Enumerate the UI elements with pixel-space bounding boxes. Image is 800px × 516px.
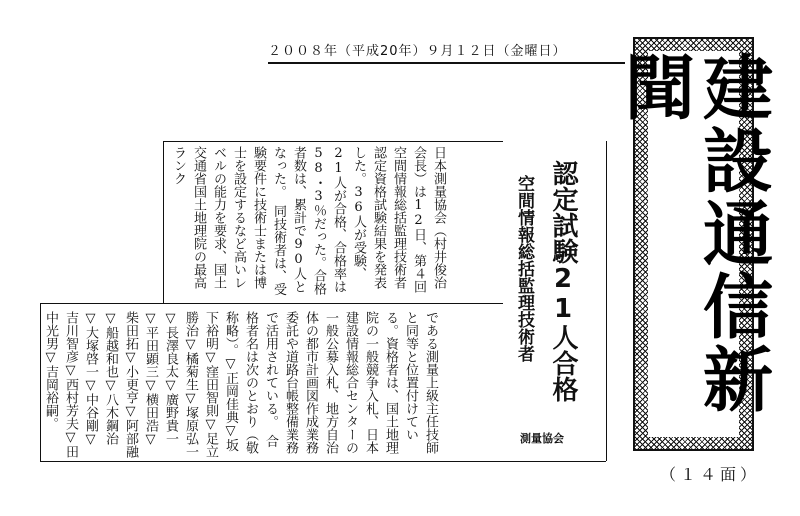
- article-body-lower: である測量上級主任技師と同等と位置付けている。資格者は、国土地理院の一般競争入札、日本建設情報総合センターの一般公募入札、地方自治体の都市計画図作成業務委託や道路台帳整備業務で活用されている。 合格者名は次のとおり（敬称略）。▽正岡佳典▽坂下裕明▽窪田智則▽足立勝治▽橘菊生▽塚原弘一▽長澤良太▽廣野貴一▽平田顕三▽横田浩▽柴田拓▽小更亨▽阿部融▽船越和也▽八木鋼治▽大塚啓一▽中谷剛▽吉川智彦▽西村芳夫▽田中光男▽吉岡裕嗣。: [43, 311, 438, 458]
- article-subhead: 空間情報総括監理技術者: [514, 175, 534, 362]
- article-border-right: [606, 141, 607, 461]
- masthead-panel: [613, 51, 774, 437]
- article-border-top: [163, 141, 503, 142]
- article-border-middle: [40, 303, 503, 304]
- article-body-upper: 日本測量協会（村井俊治会長）は12日、第４回空間情報総括監理技術者認定資格試験結果を発表した。36人が受験、21人が合格、合格率は58・3％だった。合格者数は、累計で90人となった。 同技術者は、受験要件に技術士または博士を設定するなど高いレベルの能力を要求、国土交通省国土地理院の最高ランク: [171, 146, 446, 296]
- page-number: （１４面）: [660, 465, 761, 484]
- newspaper-title: 建設通信新聞: [613, 51, 774, 416]
- publication-date: ２００８年（平成20年）９月１２日（金曜日）: [268, 44, 567, 59]
- article-border-bottom: [40, 461, 606, 462]
- article-headline: 認定試験21人合格: [548, 160, 578, 402]
- newspaper-masthead: [613, 37, 774, 451]
- header-rule: [268, 62, 625, 64]
- article-credit: 測量協会: [520, 432, 564, 445]
- article-border-left-upper: [163, 141, 164, 303]
